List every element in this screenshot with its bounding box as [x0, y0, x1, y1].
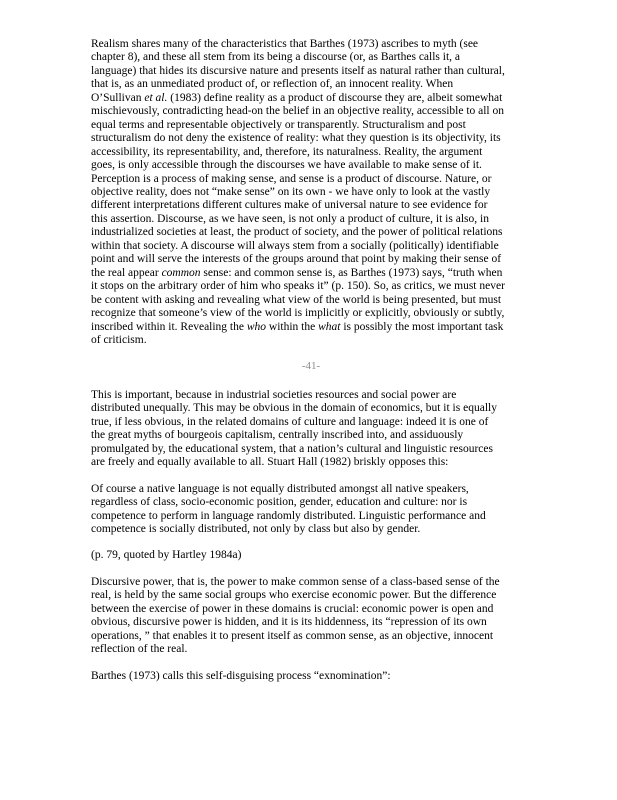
italic-common: common	[161, 266, 201, 279]
page-number: -41-	[301, 360, 321, 373]
document-page	[91, 38, 531, 683]
text-run: within the	[266, 320, 319, 333]
text-run: Realism shares many of the characteristics that Barthes (1973) ascribes to myth (see chapter 8), and these all stem from its being a discourse (or, as Barthes calls it, a language) that hides its discursive nature and presents itself as natural rather than cultural, that is, as an unmediated product of, or reflection of, an innocent reality. When O’Sullivan	[91, 38, 505, 104]
paragraph-exnomination: Barthes (1973) calls this self-disguising process “exnomination”:	[91, 669, 391, 682]
block-quote-hall: Of course a native language is not equally distributed amongst all native speakers, regardless of class, socio-economic position, gender, education and culture: nor is competence to perform in language randomly distributed. Linguistic performance and competence is socially distributed, not only by class but also by gender.	[91, 482, 486, 535]
quote-citation: (p. 79, quoted by Hartley 1984a)	[91, 549, 242, 562]
text-run: sense: and common sense is, as Barthes (1973) says, “truth when it stops on the arbitrary order of him who speaks it” (p. 150). So, as critics, we must never be content with asking and revealing what view of the world is being presented, but must recognize that someone’s view of the world is implicitly or explicitly, obviously or subtly, inscribed within it. Revealing the	[91, 266, 505, 333]
paragraph-discursive-power: Discursive power, that is, the power to make common sense of a class-based sense of the real, is held by the same social groups who exercise economic power. But the difference between the exercise of power in these domains is crucial: economic power is open and obvious, discursive power is hidden, and it is its hiddenness, its “repression of its own operations, ” that enables it to present itself as common sense, as an objective, innocent reflection of the real.	[91, 575, 500, 656]
paragraph-realism	[91, 38, 531, 347]
text-run: is possibly the most important task of criticism.	[91, 320, 504, 346]
italic-et-al: et al.	[144, 91, 168, 104]
text-run: (1983) define reality as a product of discourse they are, albeit somewhat mischievously, contradicting head-on the belief in an objective reality, accessible to all on equal terms and representable objectively or transparently. Structuralism and post structuralism do not deny the existence of reality: what they question is its objectivity, its accessibility, its representability, and, therefore, its naturalness. Reality, the argument goes, is only accessible through the discourses we have available to make sense of it. Perception is a process of making sense, and sense is a product of discourse. Nature, or objective reality, does not “make sense” on its own - we have only to look at the vastly different interpretations different cultures make of universal nature to see evidence for this assertion. Discourse, as we have seen, is not only a product of culture, it is also, in industrialized societies at least, the product of society, and the power of political relations within that society. A discourse will always stem from a socially (politically) identifiable point and will serve the interests of the groups around that point by making their sense of the real appear	[91, 91, 505, 279]
italic-what: what	[318, 320, 341, 333]
italic-who: who	[246, 320, 267, 333]
paragraph-social-power: This is important, because in industrial societies resources and social power are distributed unequally. This may be obvious in the domain of economics, but it is equally true, if less obvious, in the related domains of culture and language: indeed it is one of the great myths of bourgeois capitalism, centrally inscribed into, and assiduously promulgated by, the educational system, that a nation’s cultural and linguistic resources are freely and equally available to all. Stuart Hall (1982) briskly opposes this:	[91, 388, 497, 469]
